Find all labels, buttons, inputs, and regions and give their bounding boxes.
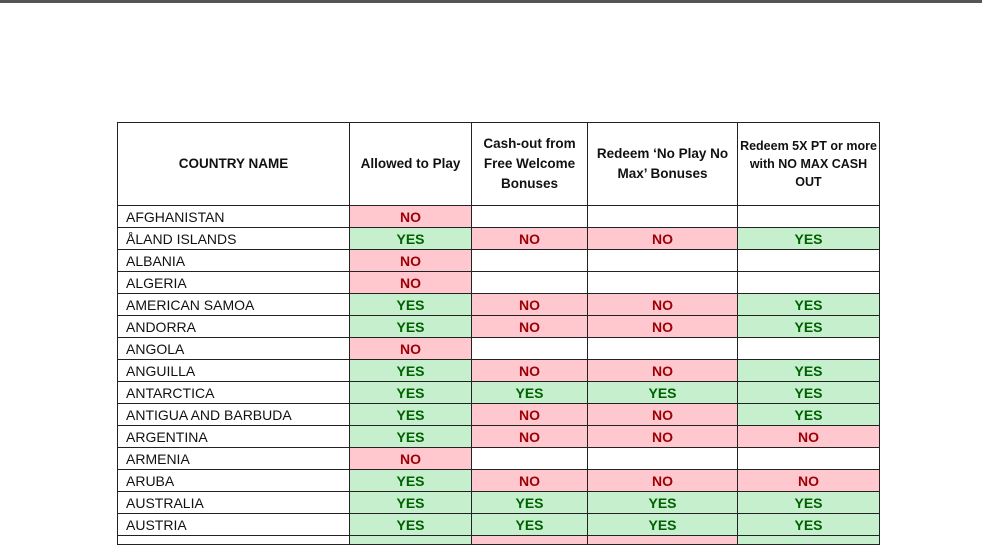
cash-out-cell: YES	[472, 492, 588, 514]
partial-cell	[738, 536, 880, 545]
allowed-to-play-cell: YES	[350, 316, 472, 338]
allowed-to-play-cell: YES	[350, 294, 472, 316]
allowed-to-play-cell: YES	[350, 492, 472, 514]
redeem-no-play-no-max-cell: NO	[588, 426, 738, 448]
country-name-cell: ANDORRA	[118, 316, 350, 338]
allowed-to-play-cell: YES	[350, 426, 472, 448]
redeem-5x-pt-cell	[738, 206, 880, 228]
redeem-no-play-no-max-cell: NO	[588, 360, 738, 382]
table-row	[118, 294, 880, 316]
cash-out-cell	[472, 338, 588, 360]
table-row	[118, 338, 880, 360]
redeem-5x-pt-cell: NO	[738, 470, 880, 492]
country-name-cell: ARUBA	[118, 470, 350, 492]
redeem-5x-pt-cell: YES	[738, 228, 880, 250]
redeem-5x-pt-cell: YES	[738, 404, 880, 426]
redeem-no-play-no-max-cell: NO	[588, 294, 738, 316]
table-row	[118, 360, 880, 382]
header-redeem-5x-pt-no-max-cash-out: Redeem 5X PT or more with NO MAX CASH OUT	[738, 123, 880, 206]
allowed-to-play-cell: NO	[350, 206, 472, 228]
redeem-no-play-no-max-cell	[588, 250, 738, 272]
redeem-5x-pt-cell: YES	[738, 360, 880, 382]
redeem-5x-pt-cell	[738, 272, 880, 294]
country-name-cell: ÅLAND ISLANDS	[118, 228, 350, 250]
table-row	[118, 492, 880, 514]
table-row	[118, 404, 880, 426]
allowed-to-play-cell: NO	[350, 272, 472, 294]
cash-out-cell: NO	[472, 228, 588, 250]
allowed-to-play-cell: NO	[350, 250, 472, 272]
table-row	[118, 470, 880, 492]
country-name-cell: AUSTRIA	[118, 514, 350, 536]
table-row	[118, 250, 880, 272]
redeem-no-play-no-max-cell: NO	[588, 470, 738, 492]
redeem-no-play-no-max-cell: NO	[588, 404, 738, 426]
country-name-cell: ALGERIA	[118, 272, 350, 294]
redeem-5x-pt-cell: YES	[738, 492, 880, 514]
redeem-no-play-no-max-cell: YES	[588, 492, 738, 514]
cash-out-cell: NO	[472, 294, 588, 316]
header-country-name: COUNTRY NAME	[118, 123, 350, 206]
table-row	[118, 426, 880, 448]
window-top-border	[0, 0, 982, 3]
redeem-no-play-no-max-cell: NO	[588, 228, 738, 250]
allowed-to-play-cell: YES	[350, 404, 472, 426]
country-name-cell: ANTARCTICA	[118, 382, 350, 404]
table-row-partial	[118, 536, 880, 545]
cash-out-cell: YES	[472, 382, 588, 404]
redeem-no-play-no-max-cell: NO	[588, 316, 738, 338]
partial-cell	[472, 536, 588, 545]
table-row	[118, 272, 880, 294]
country-name-cell: ANGOLA	[118, 338, 350, 360]
country-name-cell: AFGHANISTAN	[118, 206, 350, 228]
header-row	[118, 123, 880, 206]
redeem-no-play-no-max-cell	[588, 338, 738, 360]
cash-out-cell: YES	[472, 514, 588, 536]
header-cash-out-free-welcome-bonuses: Cash-out from Free Welcome Bonuses	[472, 123, 588, 206]
partial-cell	[118, 536, 350, 545]
country-name-cell: AMERICAN SAMOA	[118, 294, 350, 316]
allowed-to-play-cell: NO	[350, 448, 472, 470]
redeem-5x-pt-cell	[738, 448, 880, 470]
redeem-no-play-no-max-cell	[588, 206, 738, 228]
country-eligibility-table	[117, 122, 880, 545]
table-row	[118, 514, 880, 536]
table-row	[118, 206, 880, 228]
redeem-5x-pt-cell: YES	[738, 316, 880, 338]
header-redeem-no-play-no-max-bonuses: Redeem ‘No Play No Max’ Bonuses	[588, 123, 738, 206]
cash-out-cell: NO	[472, 360, 588, 382]
redeem-5x-pt-cell: YES	[738, 294, 880, 316]
table-row	[118, 382, 880, 404]
cash-out-cell	[472, 250, 588, 272]
country-name-cell: ANGUILLA	[118, 360, 350, 382]
header-allowed-to-play: Allowed to Play	[350, 123, 472, 206]
country-name-cell: ANTIGUA AND BARBUDA	[118, 404, 350, 426]
redeem-no-play-no-max-cell	[588, 272, 738, 294]
country-name-cell: AUSTRALIA	[118, 492, 350, 514]
table-row	[118, 448, 880, 470]
cash-out-cell	[472, 206, 588, 228]
redeem-5x-pt-cell: YES	[738, 514, 880, 536]
cash-out-cell	[472, 448, 588, 470]
partial-cell	[588, 536, 738, 545]
allowed-to-play-cell: YES	[350, 228, 472, 250]
cash-out-cell: NO	[472, 426, 588, 448]
redeem-5x-pt-cell	[738, 250, 880, 272]
allowed-to-play-cell: YES	[350, 514, 472, 536]
cash-out-cell	[472, 272, 588, 294]
country-name-cell: ALBANIA	[118, 250, 350, 272]
redeem-5x-pt-cell: NO	[738, 426, 880, 448]
redeem-no-play-no-max-cell: YES	[588, 382, 738, 404]
partial-cell	[350, 536, 472, 545]
redeem-no-play-no-max-cell: YES	[588, 514, 738, 536]
redeem-5x-pt-cell: YES	[738, 382, 880, 404]
country-name-cell: ARMENIA	[118, 448, 350, 470]
allowed-to-play-cell: YES	[350, 470, 472, 492]
table-row	[118, 228, 880, 250]
allowed-to-play-cell: NO	[350, 338, 472, 360]
redeem-no-play-no-max-cell	[588, 448, 738, 470]
cash-out-cell: NO	[472, 316, 588, 338]
cash-out-cell: NO	[472, 470, 588, 492]
allowed-to-play-cell: YES	[350, 360, 472, 382]
redeem-5x-pt-cell	[738, 338, 880, 360]
country-name-cell: ARGENTINA	[118, 426, 350, 448]
allowed-to-play-cell: YES	[350, 382, 472, 404]
table-body	[118, 206, 880, 545]
cash-out-cell: NO	[472, 404, 588, 426]
table-row	[118, 316, 880, 338]
